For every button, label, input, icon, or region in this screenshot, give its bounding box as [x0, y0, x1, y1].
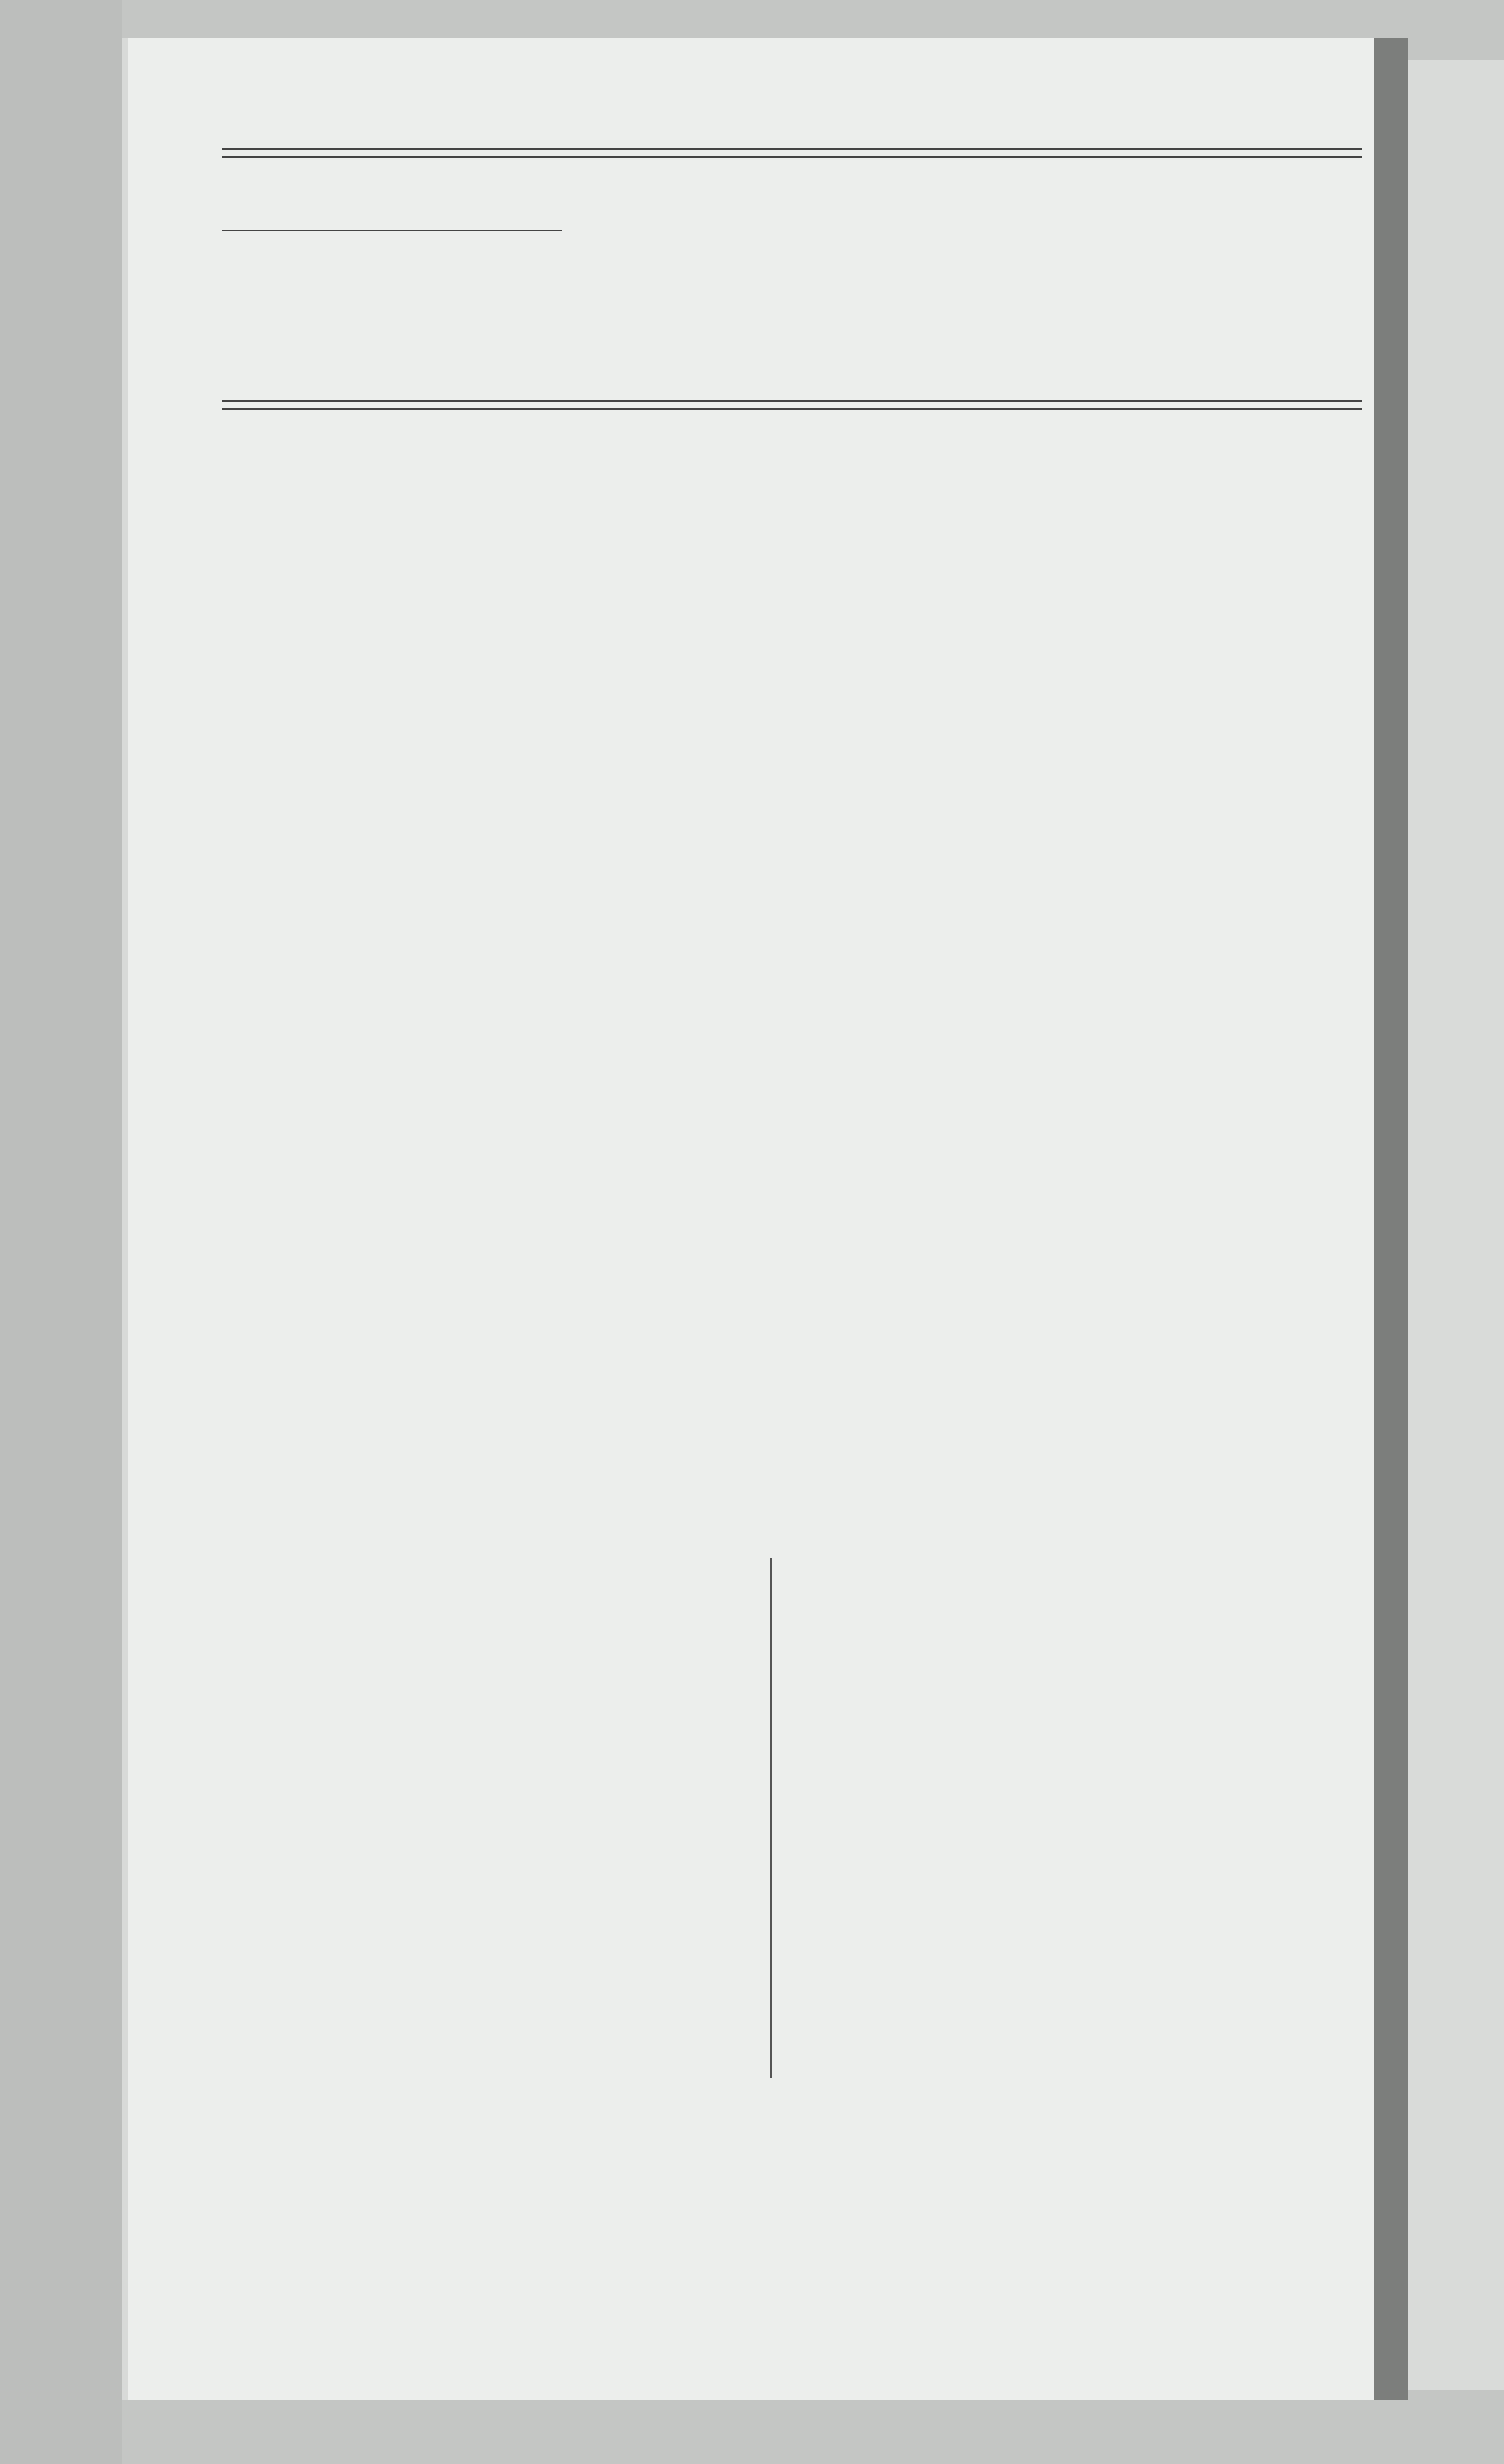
- phase-rule-bottom-2: [222, 408, 1362, 410]
- almanac-page: [122, 38, 1374, 2400]
- header-rule-2: [222, 156, 1362, 158]
- calendar-divider: [770, 1558, 772, 2078]
- moon-phases-rule: [222, 230, 562, 231]
- header-rule: [222, 148, 1362, 150]
- scan-background-left: [0, 0, 122, 2464]
- adjacent-page-edge: [1408, 60, 1504, 2390]
- book-gutter: [1374, 38, 1408, 2400]
- phase-rule-bottom: [222, 400, 1362, 402]
